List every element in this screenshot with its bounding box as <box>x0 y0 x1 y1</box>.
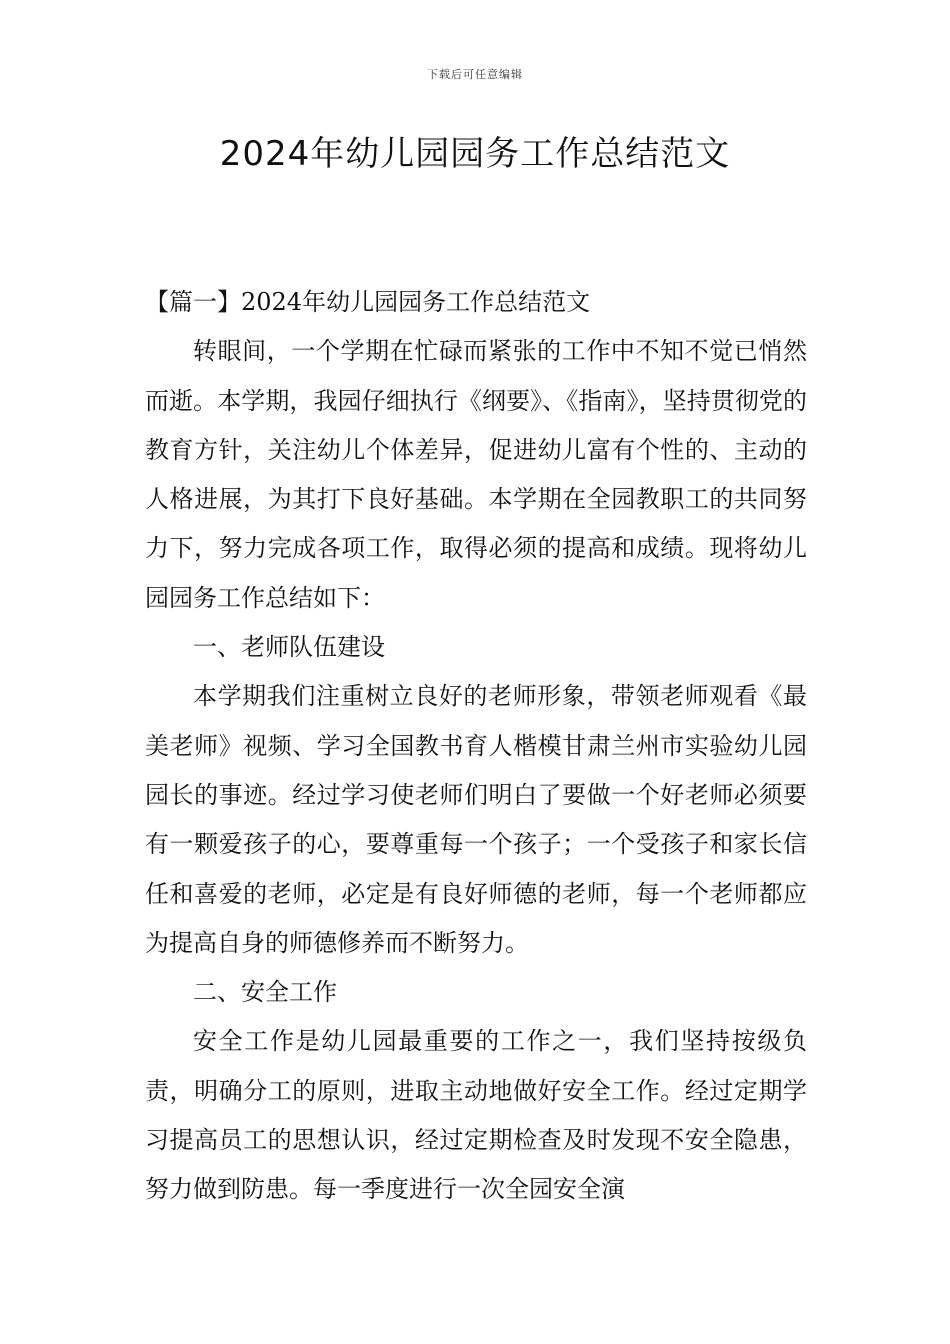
document-title: 2024年幼儿园园务工作总结范文 <box>219 134 731 174</box>
section-heading-teachers: 一、老师队伍建设 <box>193 633 385 662</box>
section-body-safety: 安全工作是幼儿园最重要的工作之一，我们坚持按级负责，明确分工的原则，进取主动地做好安全工作。经过定期学习提高员工的思想认识，经过定期检查及时发现不安全隐患，努力做到防患。每一季度进行一次全园安全演 <box>145 1027 807 1204</box>
section-body-teachers: 本学期我们注重树立良好的老师形象，带领老师观看《最美老师》视频、学习全国教书育人楷模甘肃兰州市实验幼儿园园长的事迹。经过学习使老师们明白了要做一个好老师必须要有一颗爱孩子的心，要尊重每一个孩子；一个受孩子和家长信任和喜爱的老师，必定是有良好师德的老师，每一个老师都应为提高自身的师德修养而不断努力。 <box>145 682 807 957</box>
page-header-note: 下载后可任意编辑 <box>427 68 523 81</box>
intro-paragraph: 转眼间，一个学期在忙碌而紧张的工作中不知不觉已悄然而逝。本学期，我园仔细执行《纲要》、《指南》，坚持贯彻党的教育方针，关注幼儿个体差异，促进幼儿富有个性的、主动的人格进展，为其打下良好基础。本学期在全园教职工的共同努力下，努力完成各项工作，取得必须的提高和成绩。现将幼儿园园务工作总结如下： <box>145 337 807 612</box>
document-body <box>145 278 807 1215</box>
section-heading-safety: 二、安全工作 <box>193 978 337 1007</box>
part-heading: 【篇一】2024年幼儿园园务工作总结范文 <box>145 288 591 316</box>
